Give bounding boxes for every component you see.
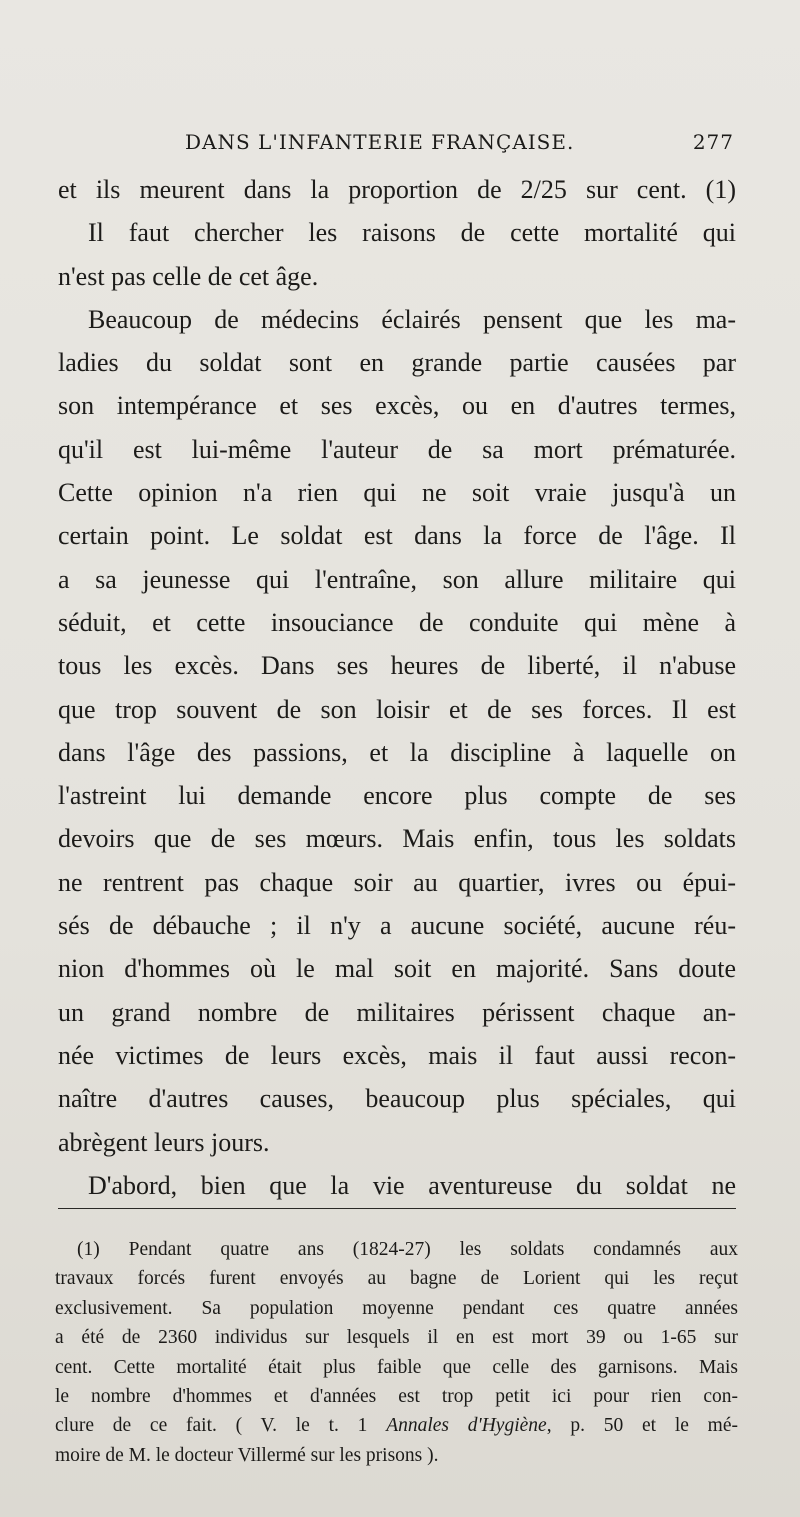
footnote-line: cent. Cette mortalité était plus faible que celle des garnisons. Mais: [55, 1356, 738, 1378]
journal-title: Annales d'Hygiène: [386, 1415, 547, 1437]
text-line: naître d'autres causes, beaucoup plus spéciales, qui: [58, 1084, 736, 1114]
text-line: Cette opinion n'a rien qui ne soit vraie jusqu'à un: [58, 478, 736, 508]
footnote-line: a été de 2360 individus sur lesquels il en est mort 39 ou 1-65 sur: [55, 1327, 738, 1349]
text-line: et ils meurent dans la proportion de 2/25 sur cent. (1): [58, 175, 736, 204]
footnote-text: , p. 50 et le mé-: [546, 1415, 739, 1437]
footnote-line: travaux forcés furent envoyés au bagne de Lorient qui les reçut: [55, 1268, 738, 1290]
text-line: devoirs que de ses mœurs. Mais enfin, tous les soldats: [58, 824, 736, 854]
text-line: son intempérance et ses excès, ou en d'autres termes,: [58, 391, 736, 421]
footnote-line: (1) Pendant quatre ans (1824-27) les soldats condamnés aux: [77, 1239, 738, 1260]
footnote-line: le nombre d'hommes et d'années est trop petit ici pour rien con-: [55, 1385, 738, 1407]
text-line: que trop souvent de son loisir et de ses forces. Il est: [58, 694, 736, 724]
page-number: 277: [692, 130, 734, 154]
text-line: tous les excès. Dans ses heures de liberté, il n'abuse: [58, 651, 736, 681]
text-line: séduit, et cette insouciance de conduite qui mène à: [58, 607, 736, 637]
text-line: dans l'âge des passions, et la discipline à laquelle on: [58, 737, 736, 767]
page-header: [185, 130, 734, 160]
body-text: [58, 168, 736, 1207]
footnote-line: [55, 1411, 738, 1440]
footnote-text: clure de ce fait. ( V. le t. 1: [55, 1415, 368, 1437]
text-line: ne rentrent pas chaque soir au quartier, ivres ou épui-: [58, 867, 736, 897]
text-line: Beaucoup de médecins éclairés pensent que les ma-: [88, 304, 736, 334]
footnote: [55, 1235, 738, 1470]
footnote-line: exclusivement. Sa population moyenne pendant ces quatre années: [55, 1297, 738, 1319]
footnote-rule: [58, 1208, 736, 1209]
text-line: qu'il est lui-même l'auteur de sa mort prématurée.: [58, 434, 736, 464]
text-line: ladies du soldat sont en grande partie causées par: [58, 348, 736, 378]
text-line: l'astreint lui demande encore plus compte de ses: [58, 781, 736, 811]
text-line: née victimes de leurs excès, mais il faut aussi recon-: [58, 1040, 736, 1070]
text-line: a sa jeunesse qui l'entraîne, son allure militaire qui: [58, 564, 736, 594]
text-line: nion d'hommes où le mal soit en majorité. Sans doute: [58, 954, 736, 984]
text-line: certain point. Le soldat est dans la force de l'âge. Il: [58, 521, 736, 551]
text-line: D'abord, bien que la vie aventureuse du soldat ne: [88, 1170, 736, 1200]
running-title: DANS L'INFANTERIE FRANÇAISE.: [185, 130, 575, 154]
text-line: sés de débauche ; il n'y a aucune société, aucune réu-: [58, 911, 736, 941]
text-line: n'est pas celle de cet âge.: [58, 261, 319, 291]
text-line: Il faut chercher les raisons de cette mortalité qui: [88, 218, 736, 248]
footnote-line: moire de M. le docteur Villermé sur les prisons ).: [55, 1444, 439, 1466]
text-line: un grand nombre de militaires périssent chaque an-: [58, 997, 736, 1027]
text-line: abrègent leurs jours.: [58, 1127, 270, 1157]
